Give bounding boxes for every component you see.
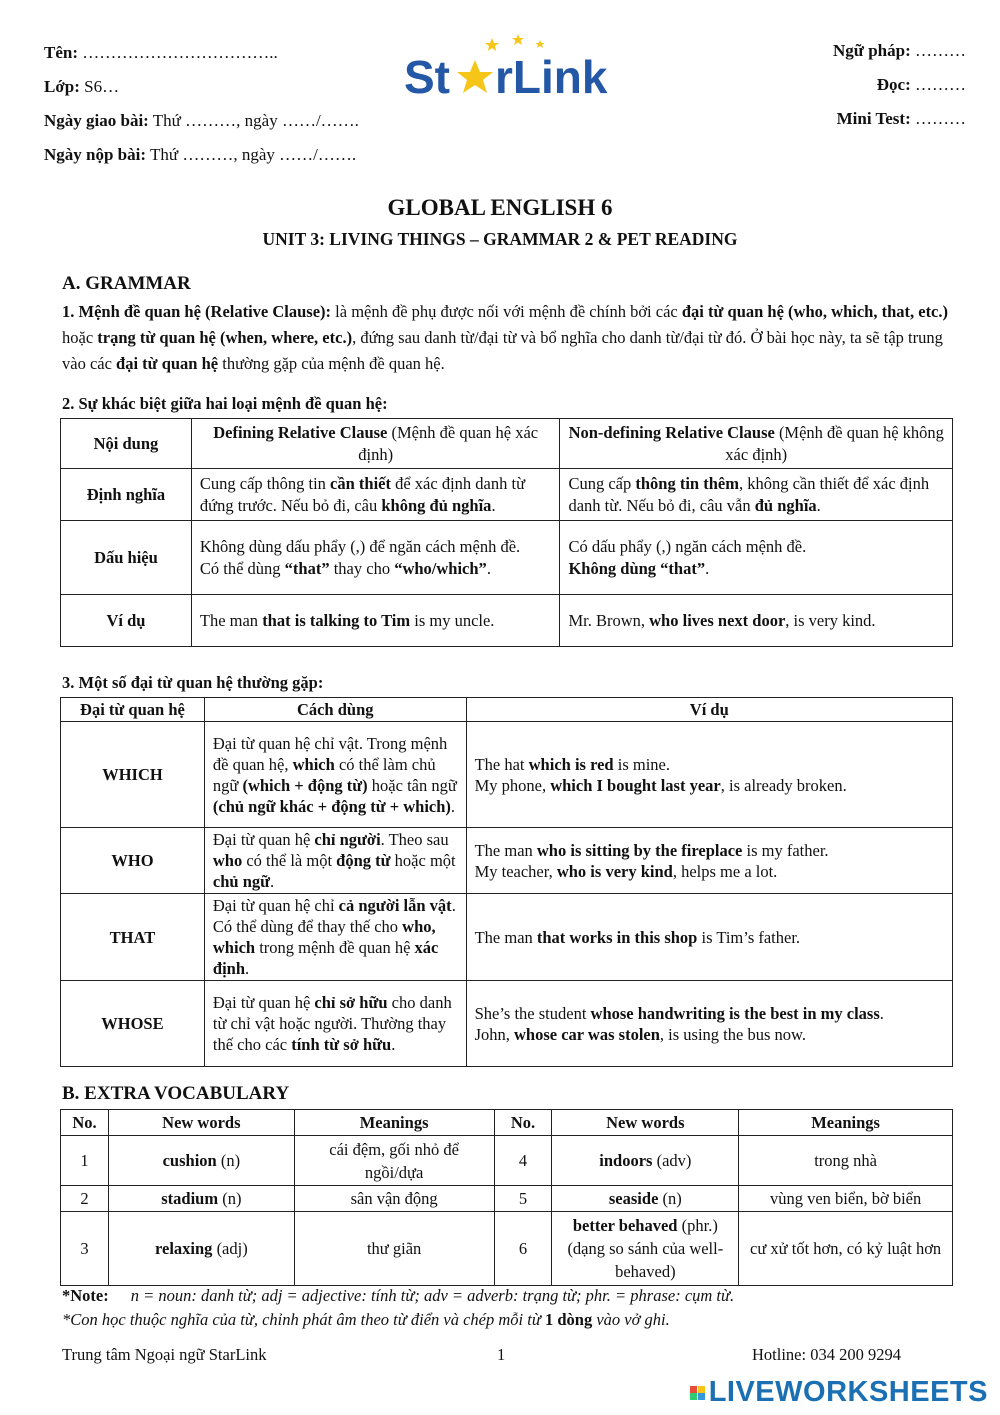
vocabulary-table	[60, 1109, 953, 1286]
relative-clause-definition: 1. Mệnh đề quan hệ (Relative Clause): là mệnh đề phụ được nối với mệnh đề chính bởi các đại từ quan hệ (who, which, that, etc.) hoặc trạng từ quan hệ (when, where, etc.), đứng sau danh từ/đại từ và bổ nghĩa cho danh từ/đại từ đó. Ở bài học này, ta sẽ tập trung vào các đại từ quan hệ thường gặp của mệnh đề quan hệ.	[62, 302, 949, 373]
logo-star-icon	[457, 60, 493, 93]
homework-note: *Con học thuộc nghĩa của từ, chỉnh phát âm theo từ điển và chép mỗi từ 1 dòng vào vở ghi.	[62, 1310, 670, 1329]
section-a-heading: A. GRAMMAR	[62, 273, 191, 294]
difference-heading: 2. Sự khác biệt giữa hai loại mệnh đề quan hệ:	[62, 394, 388, 413]
pronouns-heading: 3. Một số đại từ quan hệ thường gặp:	[62, 673, 324, 692]
submit-date-line: Ngày nộp bài: Thứ ………, ngày ……/…….	[44, 145, 357, 164]
class-line: Lớp: S6…	[44, 77, 120, 96]
footer-center-name: Trung tâm Ngoại ngữ StarLink	[62, 1345, 267, 1364]
svg-text:rLink: rLink	[495, 51, 608, 102]
section-b-heading: B. EXTRA VOCABULARY	[62, 1083, 290, 1104]
minitest-score: Mini Test: ………	[836, 109, 966, 128]
svg-text:St: St	[404, 51, 450, 102]
assign-date-line: Ngày giao bài: Thứ ………, ngày ……/…….	[44, 111, 359, 130]
student-info	[44, 36, 359, 172]
table-row: No. New words Meanings No. New words Meanings	[61, 1110, 953, 1136]
clause-comparison-table	[60, 418, 953, 647]
starlink-logo	[400, 30, 635, 102]
table-row: THAT Đại từ quan hệ chỉ cả người lẫn vật. Có thể dùng để thay thế cho who, which trong mệnh đề quan hệ xác định. The man that works in this shop is Tim’s father.	[61, 894, 953, 981]
table-row: Định nghĩa Cung cấp thông tin cần thiết để xác định danh từ đứng trước. Nếu bỏ đi, câu không đủ nghĩa. Cung cấp thông tin thêm, không cần thiết để xác định danh từ. Nếu bỏ đi, câu vẫn đủ nghĩa.	[61, 469, 953, 521]
star-icon	[485, 34, 545, 51]
relative-pronouns-table	[60, 697, 953, 1067]
page-number: 1	[497, 1345, 506, 1364]
table-row: WHICH Đại từ quan hệ chỉ vật. Trong mệnh đề quan hệ, which có thể làm chủ ngữ (which + động từ) hoặc tân ngữ (chủ ngữ khác + động từ + which). The hat which is red is mine. My phone, which I bought last year, is already broken.	[61, 722, 953, 828]
submit-date-field[interactable]: Thứ ………, ngày ……/…….	[149, 145, 357, 164]
liveworksheets-icon	[690, 1386, 706, 1400]
liveworksheets-logo[interactable]: LIVEWORKSHEETS	[690, 1376, 988, 1409]
table-row: 2 stadium (n) sân vận động 5 seaside (n) vùng ven biển, bờ biển	[61, 1186, 953, 1212]
abbreviation-note: *Note: n = noun: danh từ; adj = adjective: tính từ; adv = adverb: trạng từ; phr. = phrase: cụm từ.	[62, 1286, 735, 1305]
table-row: Dấu hiệu Không dùng dấu phẩy (,) để ngăn cách mệnh đề. Có thể dùng “that” thay cho “who/which”. Có dấu phẩy (,) ngăn cách mệnh đề. Không dùng “that”.	[61, 521, 953, 595]
name-line: Tên: ……………………………..	[44, 43, 278, 62]
table-row: WHOSE Đại từ quan hệ chỉ sở hữu cho danh từ chỉ vật hoặc người. Thường thay thế cho các tính từ sở hữu. She’s the student whose handwriting is the best in my class. John, whose car was stolen, is using the bus now.	[61, 981, 953, 1067]
reading-score: Đọc: ………	[876, 75, 966, 94]
page-subtitle: UNIT 3: LIVING THINGS – GRAMMAR 2 & PET READING	[262, 229, 738, 249]
hotline: Hotline: 034 200 9294	[752, 1345, 901, 1364]
score-box	[833, 34, 966, 136]
grammar-score: Ngữ pháp: ………	[832, 41, 966, 60]
name-field[interactable]: ……………………………..	[82, 43, 278, 62]
table-row: Nội dung Defining Relative Clause (Mệnh đề quan hệ xác định) Non-defining Relative Clause (Mệnh đề quan hệ không xác định)	[61, 419, 953, 469]
class-field[interactable]: S6…	[84, 77, 120, 96]
assign-date-field[interactable]: Thứ ………, ngày ……/…….	[152, 111, 359, 130]
table-row: Ví dụ The man that is talking to Tim is my uncle. Mr. Brown, who lives next door, is very kind.	[61, 595, 953, 647]
table-row: 3 relaxing (adj) thư giãn 6 better behaved (phr.) (dạng so sánh của well-behaved) cư xử tốt hơn, có kỷ luật hơn	[61, 1212, 953, 1286]
table-row: 1 cushion (n) cái đệm, gối nhỏ để ngồi/dựa 4 indoors (adv) trong nhà	[61, 1136, 953, 1186]
page-title: GLOBAL ENGLISH 6	[387, 195, 613, 220]
table-row: Đại từ quan hệ Cách dùng Ví dụ	[61, 698, 953, 722]
table-row: WHO Đại từ quan hệ chỉ người. Theo sau who có thể là một động từ hoặc một chủ ngữ. The man who is sitting by the fireplace is my father. My teacher, who is very kind, helps me a lot.	[61, 828, 953, 894]
